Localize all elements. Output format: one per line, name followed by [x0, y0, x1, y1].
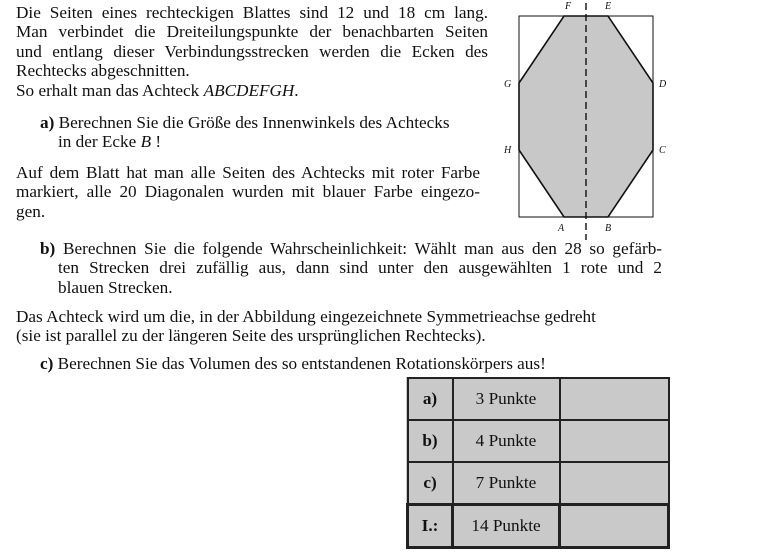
row-label: b) — [408, 420, 453, 462]
table-row — [408, 420, 669, 462]
row-points: 4 Punkte — [453, 420, 560, 462]
question-text: Berechnen Sie die folgende Wahrscheinlichkeit: Wählt man aus den 28 so gefärb- — [63, 239, 663, 258]
question-text-part: in der Ecke — [58, 132, 141, 152]
vertex-label-d: D — [659, 79, 667, 90]
question-a — [40, 113, 488, 152]
question-text-part: ! — [151, 132, 162, 152]
table-row — [408, 462, 669, 505]
intro-line: Man verbindet die Dreiteilungspunkte der benachbarten Seiten — [16, 22, 488, 42]
intro-line: Die Seiten eines rechteckigen Blattes sind 12 und 18 cm lang. — [16, 3, 488, 22]
vertex-label-h: H — [504, 145, 512, 156]
paragraph-line: (sie ist parallel zu der längeren Seite des ursprünglichen Rechtecks). — [16, 326, 486, 346]
intro-line — [16, 81, 488, 100]
question-text: Berechnen Sie das Volumen des so entstandenen Rotationskörpers aus! — [57, 354, 546, 373]
octagon-name: ABCDEFGH — [203, 80, 295, 100]
question-label: c) — [40, 354, 54, 373]
question-line: ten Strecken drei zufällig aus, dann sind unter den ausgewählten 1 rote und 2 — [58, 258, 662, 278]
paragraph-line: Das Achteck wird um die, in der Abbildung eingezeichnete Symmetrieachse gedreht — [16, 307, 596, 326]
question-label: b) — [40, 239, 56, 258]
intro-text: So erhalt man das Achteck — [16, 80, 204, 100]
intro-line: und entlang dieser Verbindungsstrecken werden die Ecken des — [16, 41, 488, 61]
intro-text: . — [294, 80, 299, 100]
vertex-variable: B — [140, 132, 152, 152]
vertex-label-e: E — [605, 1, 612, 12]
score-cell — [560, 462, 669, 505]
table-row — [408, 378, 669, 420]
octagon-diagram — [500, 0, 680, 240]
question-line: blauen Strecken. — [58, 277, 173, 297]
intro-paragraph — [16, 3, 488, 100]
paragraph-line: gen. — [16, 201, 46, 221]
question-text: Berechnen Sie die Größe des Innenwinkels des Achtecks — [58, 113, 450, 132]
score-table — [406, 377, 670, 549]
vertex-label-f: F — [565, 1, 572, 12]
paragraph-line: Auf dem Blatt hat man alle Seiten des Achtecks mit roter Farbe — [16, 163, 480, 182]
question-c — [40, 354, 660, 373]
row-points: 3 Punkte — [453, 378, 560, 420]
row-label: c) — [408, 462, 453, 505]
row-label: I.: — [408, 505, 453, 548]
octagon-figure — [500, 0, 680, 240]
row-label: a) — [408, 378, 453, 420]
vertex-label-g: G — [504, 79, 512, 90]
row-points: 7 Punkte — [453, 462, 560, 505]
vertex-label-b: B — [605, 223, 612, 234]
score-cell — [560, 420, 669, 462]
question-label: a) — [40, 113, 55, 132]
question-b — [40, 239, 662, 297]
paragraph-rotation — [16, 307, 656, 346]
score-cell — [560, 505, 669, 548]
paragraph-colors — [16, 163, 480, 221]
question-text — [40, 132, 488, 151]
intro-line: Rechtecks abgeschnitten. — [16, 61, 190, 81]
vertex-label-a: A — [558, 223, 565, 234]
score-cell — [560, 378, 669, 420]
row-points: 14 Punkte — [453, 505, 560, 548]
paragraph-line: markiert, alle 20 Diagonalen wurden mit blauer Farbe eingezo- — [16, 182, 480, 202]
total-row — [408, 505, 669, 548]
vertex-label-c: C — [659, 145, 666, 156]
question-line — [40, 239, 662, 258]
